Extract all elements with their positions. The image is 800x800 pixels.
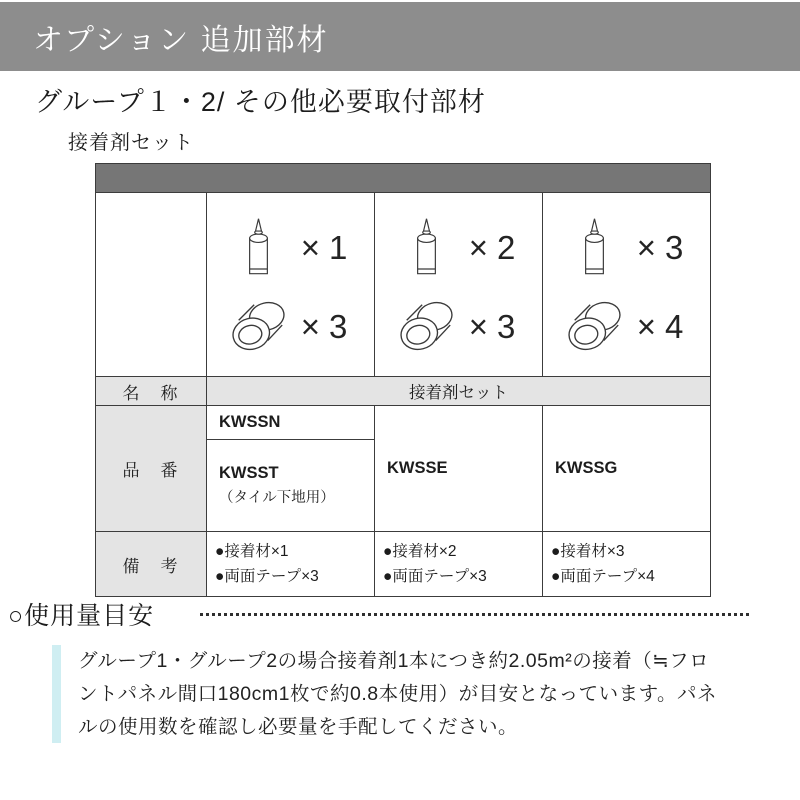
tape-roll-icon [561, 298, 629, 356]
remark-line: ●接着材×3 [551, 543, 625, 560]
adhesive-count: ×1 [300, 228, 357, 266]
usage-note-line: ントパネル間口180cm1枚で約0.8本使用）が目安となっています。パネ [78, 683, 718, 705]
tape-count: ×3 [300, 308, 357, 345]
tape-roll-icon [393, 298, 461, 356]
remark-line: ●接着材×2 [383, 543, 457, 560]
part-number-cell-set1 [206, 406, 374, 531]
remark-line: ●両面テープ×4 [551, 568, 655, 585]
part-number-cell-set3: KWSSG [542, 406, 710, 531]
adhesive-bottle-icon [225, 213, 293, 282]
image-row-empty-cell [96, 193, 206, 376]
adhesive-line [561, 213, 693, 282]
tape-line [225, 298, 357, 356]
dotted-divider [200, 613, 752, 616]
remark-line: ●両面テープ×3 [383, 568, 487, 585]
usage-section-heading: ○使用量目安 [8, 602, 155, 630]
table-row-name [96, 376, 710, 405]
part-number-kwsst: KWSST [219, 464, 279, 482]
usage-note [78, 645, 784, 744]
part-number-note: （タイル下地用） [219, 490, 335, 506]
remarks-cell-set1 [206, 532, 374, 596]
part-number-kwsst-block [207, 440, 374, 531]
usage-note-line: ルの使用数を確認し必要量を手配してください。 [78, 716, 519, 738]
part-number-cell-set2: KWSSE [374, 406, 542, 531]
table-row-remarks [96, 531, 710, 596]
product-subheading: 接着剤セット [68, 132, 194, 154]
tape-count: ×3 [468, 308, 525, 345]
usage-note-line: グループ1・グループ2の場合接着剤1本につき約2.05m²の接着（≒フロ [78, 650, 710, 672]
adhesive-count: ×3 [636, 228, 693, 266]
table-row-part-number [96, 405, 710, 531]
table-row-images [96, 193, 710, 376]
adhesive-bottle-icon [561, 213, 629, 282]
adhesive-set-table [95, 163, 711, 597]
tape-count: ×4 [636, 308, 693, 345]
image-cell-set1 [206, 193, 374, 376]
adhesive-bottle-icon [393, 213, 461, 282]
note-accent-bar [52, 645, 61, 743]
adhesive-line [225, 213, 357, 282]
tape-line [561, 298, 693, 356]
table-header-bar [96, 164, 710, 193]
remarks-row-label: 備 考 [96, 532, 206, 596]
remark-line: ●両面テープ×3 [215, 568, 319, 585]
page-title-bar [0, 2, 800, 71]
tape-roll-icon [225, 298, 293, 356]
part-number-row-label: 品 番 [96, 406, 206, 531]
adhesive-line [393, 213, 525, 282]
image-cell-set2 [374, 193, 542, 376]
part-number-kwssn: KWSSN [207, 406, 374, 440]
tape-line [393, 298, 525, 356]
page-title: オプション 追加部材 [33, 23, 329, 57]
name-row-value: 接着剤セット [206, 377, 710, 405]
adhesive-count: ×2 [468, 228, 525, 266]
name-row-label: 名 称 [96, 377, 206, 405]
remarks-cell-set2 [374, 532, 542, 596]
remarks-cell-set3 [542, 532, 710, 596]
image-cell-set3 [542, 193, 710, 376]
group-heading: グループ１・2/ その他必要取付部材 [35, 87, 486, 117]
remark-line: ●接着材×1 [215, 543, 289, 560]
